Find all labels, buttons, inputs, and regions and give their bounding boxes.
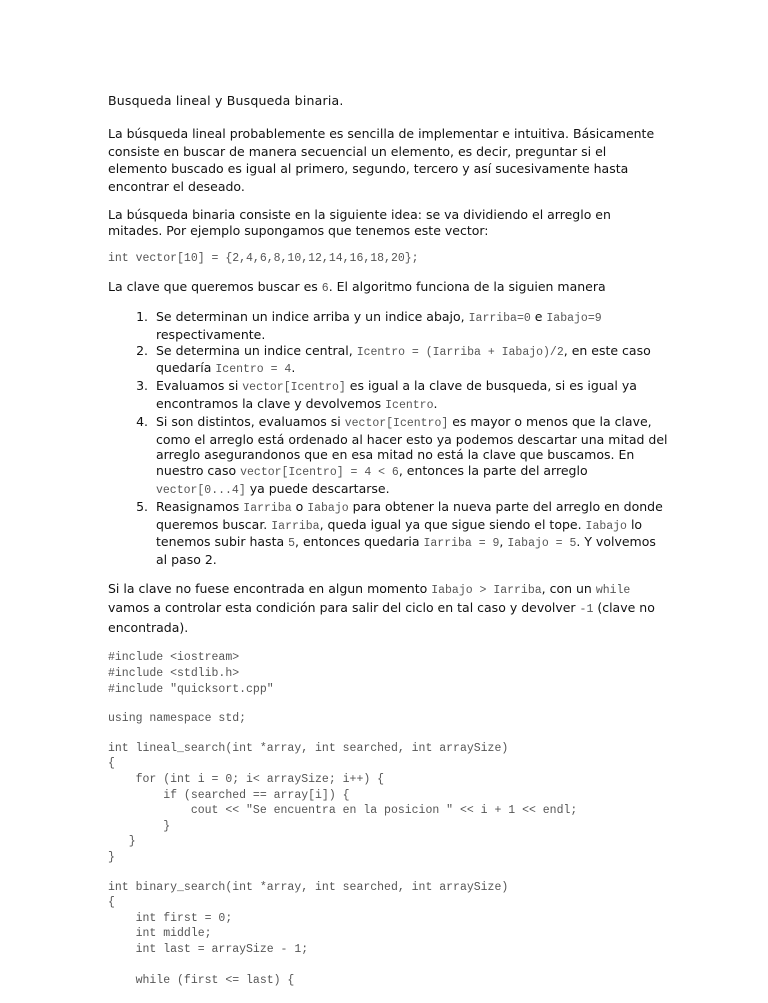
inline-code: Iabajo=9 <box>546 312 602 325</box>
text: Se determina un indice central, <box>156 342 357 358</box>
inline-code: vector[Icentro] <box>242 381 346 395</box>
text: , en este caso quedaría <box>156 342 651 376</box>
paragraph-clave <box>108 279 668 297</box>
paragraph-binaria: La búsqueda binaria consiste en la siguiente idea: se va dividiendo el arreglo en mitades. Por ejemplo supongamos que tenemos este vector: <box>108 207 611 238</box>
inline-code: Icentro <box>385 398 434 412</box>
code-includes: #include <iostream> #include <stdlib.h> #include "quicksort.cpp" <box>108 651 274 696</box>
vector-line <box>108 249 668 267</box>
list-item <box>152 499 668 568</box>
inline-code: Icentro = 4 <box>215 363 292 377</box>
inline-code: vector[0...4] <box>156 483 246 497</box>
code-binary-search: int binary_search(int *array, int searched, int arraySize) { int first = 0; int middle; int last = arraySize - 1; while (first <= last) { <box>108 880 509 988</box>
paragraph-lineal: La búsqueda lineal probablemente es sencilla de implementar e intuitiva. Básicamente consiste en buscar de manera secuencial un elemento, es decir, preguntar si el elemento buscado es igual al primero, segundo, tercero y así sucesivamente hasta encontrar el deseado. <box>108 126 655 194</box>
inline-code: Iabajo <box>307 501 349 515</box>
text: , <box>499 534 508 550</box>
document-page <box>108 92 668 1003</box>
code-lineal-search: int lineal_search(int *array, int searched, int arraySize) { for (int i = 0; i< arraySize; i++) { if (searched == array[i]) { cout << "Se encuentra en la posicion " << i + 1 << endl; } } } <box>108 741 578 864</box>
inline-code: 5 <box>288 537 296 551</box>
text: La clave que queremos buscar es <box>108 279 322 294</box>
inline-code: Icentro = (Iarriba + Iabajo)/2 <box>356 345 564 359</box>
text: , queda igual ya que sigue siendo el tope. <box>319 516 586 532</box>
text: es igual a la clave de busqueda, si es igual ya encontramos la clave y devolvemos <box>156 378 637 411</box>
inline-code: Iabajo <box>585 519 627 533</box>
text: . Y volvemos al paso 2. <box>156 534 656 568</box>
code-using: using namespace std; <box>108 712 247 726</box>
inline-code: 6 <box>321 282 329 295</box>
text: Si la clave no fuese encontrada en algun momento <box>108 580 432 596</box>
text: o <box>291 498 308 514</box>
paragraph-while <box>108 580 668 637</box>
inline-code: while <box>595 583 631 597</box>
document-title: Busqueda lineal y Busqueda binaria. <box>108 93 344 108</box>
text: Evaluamos si <box>156 378 243 394</box>
steps-list <box>108 309 668 568</box>
text: ya puede descartarse. <box>245 480 390 496</box>
text: . <box>433 395 438 411</box>
text: Reasignamos <box>156 498 244 514</box>
text: , entonces quedaria <box>295 534 424 550</box>
list-item <box>152 378 668 414</box>
text: para obtener la nueva parte del arreglo en donde queremos buscar. <box>156 498 663 532</box>
text: e <box>530 309 547 324</box>
text: , con un <box>541 580 596 596</box>
text: (clave no encontrada). <box>108 600 655 635</box>
list-item <box>152 414 668 499</box>
list-item <box>152 309 668 343</box>
inline-code: -1 <box>579 603 594 617</box>
inline-code: Iabajo > Iarriba <box>431 583 542 597</box>
inline-code: Iarriba <box>271 519 320 533</box>
inline-code: Iarriba=0 <box>468 312 531 325</box>
inline-code: Iabajo = 5 <box>507 537 577 551</box>
text: . <box>291 360 296 376</box>
text: respectivamente. <box>156 326 266 342</box>
list-item <box>152 343 668 379</box>
text: vamos a controlar esta condición para salir del ciclo en tal caso y devolver <box>108 600 580 616</box>
inline-code: Iarriba = 9 <box>423 537 500 551</box>
text: Se determinan un indice arriba y un indice abajo, <box>156 309 469 324</box>
text: es mayor o menos que la clave, como el arreglo está ordenado al hacer esto ya podemos descartar una mitad del arreglo asegurandonos que en esa mitad no está la clave que buscamos. En nuestro caso <box>156 413 668 479</box>
inline-code: vector[Icentro] = 4 < 6 <box>240 466 399 480</box>
inline-code: vector[Icentro] <box>344 416 449 430</box>
text: . El algoritmo funciona de la siguien manera <box>328 279 606 294</box>
text: , entonces la parte del arreglo <box>398 463 588 479</box>
text: Si son distintos, evaluamos si <box>156 413 345 429</box>
inline-code: Iarriba <box>243 501 292 515</box>
vector-code: int vector[10] = {2,4,6,8,10,12,14,16,18,20}; <box>108 252 419 265</box>
text: lo tenemos subir hasta <box>156 516 643 550</box>
